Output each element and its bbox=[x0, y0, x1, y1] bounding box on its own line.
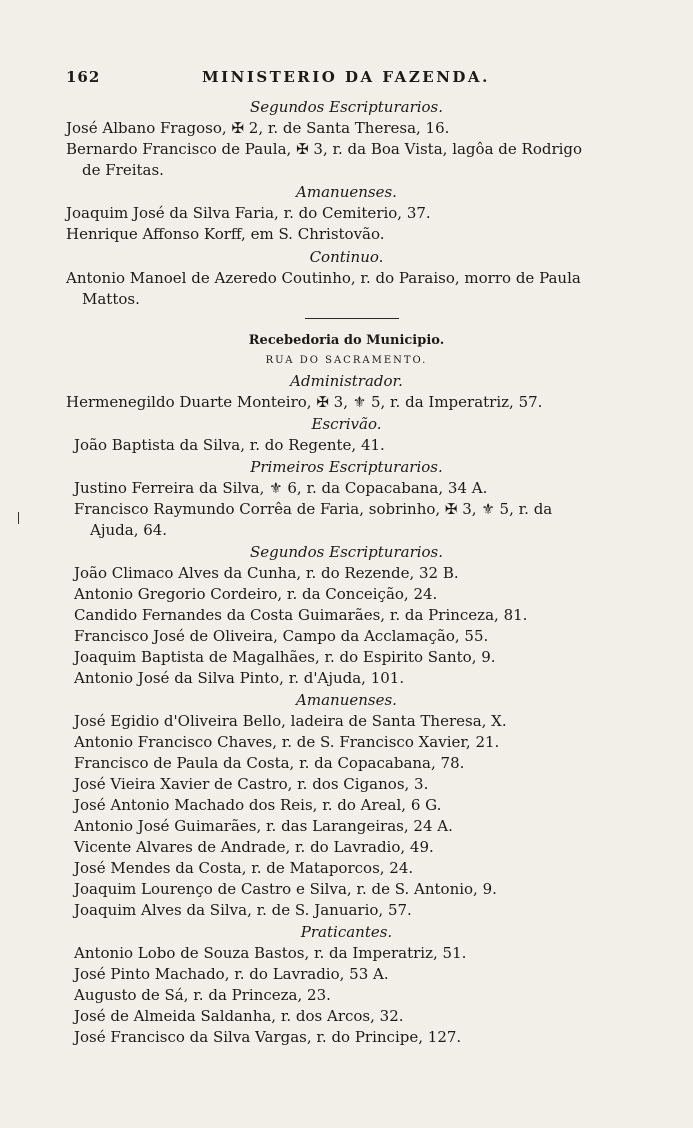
entry-text: Francisco Raymundo Corrêa de Faria, sobrinho, ✠ 3, ⚜ 5, r. da bbox=[74, 500, 553, 518]
list-item: Vicente Alvares de Andrade, r. do Lavradio, 49. bbox=[74, 838, 434, 856]
list-item: Joaquim José da Silva Faria, r. do Cemiterio, 37. bbox=[66, 204, 431, 222]
entry-continuation: Mattos. bbox=[82, 290, 140, 308]
entry-continuation: Ajuda, 64. bbox=[90, 521, 168, 539]
subheading-administrador: Administrador. bbox=[290, 372, 403, 390]
list-item: Joaquim Lourenço de Castro e Silva, r. de S. Antonio, 9. bbox=[74, 880, 497, 898]
list-item: José Pinto Machado, r. do Lavradio, 53 A. bbox=[74, 965, 389, 983]
list-item: Francisco José de Oliveira, Campo da Acclamação, 55. bbox=[74, 627, 489, 645]
list-item: Henrique Affonso Korff, em S. Christovão. bbox=[66, 225, 385, 243]
list-item: Antonio Francisco Chaves, r. de S. Francisco Xavier, 21. bbox=[74, 733, 500, 751]
list-item: Hermenegildo Duarte Monteiro, ✠ 3, ⚜ 5, r. da Imperatriz, 57. bbox=[66, 393, 543, 411]
subheading-amanuenses: Amanuenses. bbox=[296, 691, 397, 709]
list-item: Francisco de Paula da Costa, r. da Copacabana, 78. bbox=[74, 754, 465, 772]
margin-mark bbox=[18, 512, 19, 524]
list-item: José Francisco da Silva Vargas, r. do Principe, 127. bbox=[74, 1028, 462, 1046]
section-heading: Amanuenses. bbox=[296, 183, 397, 201]
subheading-escrivao: Escrivão. bbox=[311, 415, 382, 433]
section-continuo bbox=[0, 246, 693, 310]
entry-text: Antonio Manoel de Azeredo Coutinho, r. do Paraiso, morro de Paula bbox=[66, 269, 581, 287]
list-item: João Baptista da Silva, r. do Regente, 41. bbox=[74, 436, 385, 454]
list-item: Joaquim Baptista de Magalhães, r. do Espirito Santo, 9. bbox=[74, 648, 496, 666]
subheading-segundos: Segundos Escripturarios. bbox=[249, 543, 444, 561]
list-item: Joaquim Alves da Silva, r. de S. Januario, 57. bbox=[74, 901, 412, 919]
list-item: José Antonio Machado dos Reis, r. do Areal, 6 G. bbox=[74, 796, 442, 814]
section-amanuenses bbox=[0, 181, 693, 245]
section-heading: Segundos Escripturarios. bbox=[249, 98, 444, 116]
entry-text: Bernardo Francisco de Paula, ✠ 3, r. da Boa Vista, lagôa de Rodrigo bbox=[66, 140, 583, 158]
street-name: RUA DO SACRAMENTO. bbox=[265, 355, 428, 366]
page-title: MINISTERIO DA FAZENDA. bbox=[202, 68, 490, 86]
list-item: Antonio Lobo de Souza Bastos, r. da Imperatriz, 51. bbox=[74, 944, 467, 962]
section-divider bbox=[305, 318, 399, 319]
list-item bbox=[66, 268, 693, 310]
subheading-praticantes: Praticantes. bbox=[300, 923, 393, 941]
list-item: João Climaco Alves da Cunha, r. do Rezende, 32 B. bbox=[74, 564, 459, 582]
section-recebedoria bbox=[0, 330, 693, 1048]
subheading-primeiros: Primeiros Escripturarios. bbox=[250, 458, 443, 476]
list-item: José Egidio d'Oliveira Bello, ladeira de Santa Theresa, X. bbox=[74, 712, 507, 730]
entry-continuation: de Freitas. bbox=[82, 161, 164, 179]
list-item: Augusto de Sá, r. da Princeza, 23. bbox=[74, 986, 331, 1004]
list-item: Justino Ferreira da Silva, ⚜ 6, r. da Copacabana, 34 A. bbox=[74, 479, 488, 497]
section-heading: Continuo. bbox=[309, 248, 384, 266]
list-item: Antonio José Guimarães, r. das Larangeiras, 24 A. bbox=[74, 817, 453, 835]
list-item bbox=[74, 499, 693, 541]
list-item: José de Almeida Saldanha, r. dos Arcos, 32. bbox=[74, 1007, 404, 1025]
list-item: Antonio José da Silva Pinto, r. d'Ajuda, 101. bbox=[74, 669, 405, 687]
page-number: 162 bbox=[66, 68, 101, 86]
list-item: Candido Fernandes da Costa Guimarães, r. da Princeza, 81. bbox=[74, 606, 528, 624]
section-segundos-escripturarios bbox=[0, 96, 693, 181]
list-item: José Albano Fragoso, ✠ 2, r. de Santa Theresa, 16. bbox=[66, 119, 450, 137]
list-item bbox=[66, 139, 646, 181]
page-header bbox=[66, 66, 606, 94]
section-title: Recebedoria do Municipio. bbox=[248, 333, 445, 348]
list-item: José Vieira Xavier de Castro, r. dos Ciganos, 3. bbox=[74, 775, 429, 793]
list-item: Antonio Gregorio Cordeiro, r. da Conceição, 24. bbox=[74, 585, 438, 603]
list-item: José Mendes da Costa, r. de Mataporcos, 24. bbox=[74, 859, 414, 877]
